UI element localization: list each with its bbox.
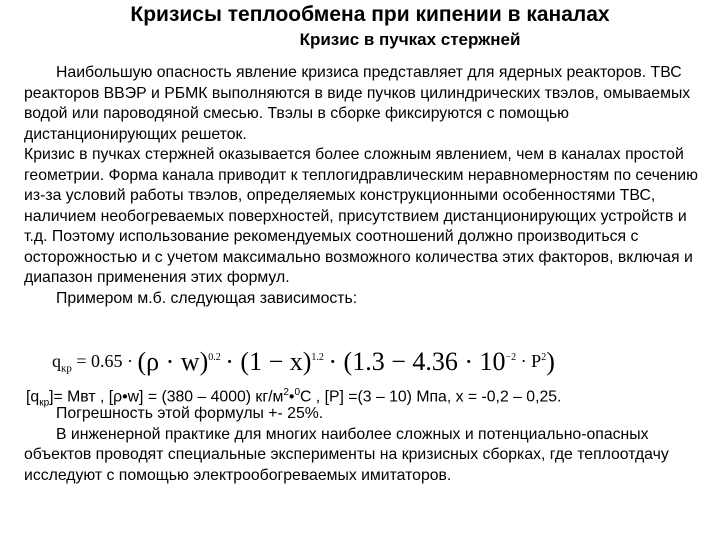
units-sup1: 2 xyxy=(283,387,289,398)
units-mid: • xyxy=(288,388,295,406)
formula-exp1: 0.2 xyxy=(208,352,221,363)
paragraph-final: В инженерной практике для многих наиболее сложных и потенциально-опасных объектов проводят специальные эксперименты на кризисных сборках, где теплоотдачу исследуют с помощью электрообогреваемых имитаторов. xyxy=(24,425,669,484)
formula-exp2: 1.2 xyxy=(311,352,324,363)
formula-exp3: −2 xyxy=(505,352,517,363)
formula-term3: · (1.3 − 4.36 · 10 xyxy=(328,347,506,376)
units-sup2: 0 xyxy=(294,387,300,398)
formula-term1: (ρ · w) xyxy=(137,347,209,376)
units-q-sub: кр xyxy=(39,397,50,409)
body-text xyxy=(24,63,700,309)
closing-text xyxy=(24,404,700,486)
paragraph-example: Примером м.б. следующая зависимость: xyxy=(56,289,358,307)
units-q-open: [q xyxy=(26,388,40,406)
slide-subtitle: Кризис в пучках стержней xyxy=(299,30,521,49)
formula-close: ) xyxy=(546,347,555,376)
slide-title: Кризисы теплообмена при кипении в каналах xyxy=(130,3,610,26)
paragraph-intro: Наибольшую опасность явление кризиса представляет для ядерных реакторов. ТВС реакторов ВВЭР и РБМК выполняются в виде пучков цилиндрических твэлов, омываемых водой или пароводяной смесью. Твэлы в сборке фиксируются с помощью дистанционирующих решеток. xyxy=(24,64,691,143)
formula xyxy=(52,340,652,376)
formula-exp4: 2 xyxy=(541,352,547,363)
formula-lhs-sub: кр xyxy=(61,362,72,375)
formula-lhs: q xyxy=(52,351,61,371)
units-q-rest: ]= Мвт , [ρ•w] = (380 – 4000) кг/м xyxy=(49,388,284,406)
units-tail: С , [P] =(3 – 10) Мпа, x = -0,2 – 0,25. xyxy=(300,388,562,406)
formula-term2: · (1 − x) xyxy=(225,347,312,376)
paragraph-accuracy: Погрешность этой формулы +- 25%. xyxy=(56,405,324,422)
formula-eq: = 0.65 · xyxy=(76,351,134,371)
formula-term3b: · P xyxy=(520,351,542,371)
paragraph-bundle-crisis: Кризис в пучках стержней оказывается более сложным явлением, чем в каналах простой геометрии. Форма канала приводит к теплогидравлическим неравномерностям по сечению из-за условий работы твэлов, определяемых конструкционными особенностями ТВС, наличием необогреваемых поверхностей, присутствием дистанционирующих устройств и т.д. Поэтому использование рекомендуемых соотношений должно производиться с осторожностью и с учетом максимально возможного количества этих факторов, включая и диапазон применения этих формул. xyxy=(24,146,698,286)
